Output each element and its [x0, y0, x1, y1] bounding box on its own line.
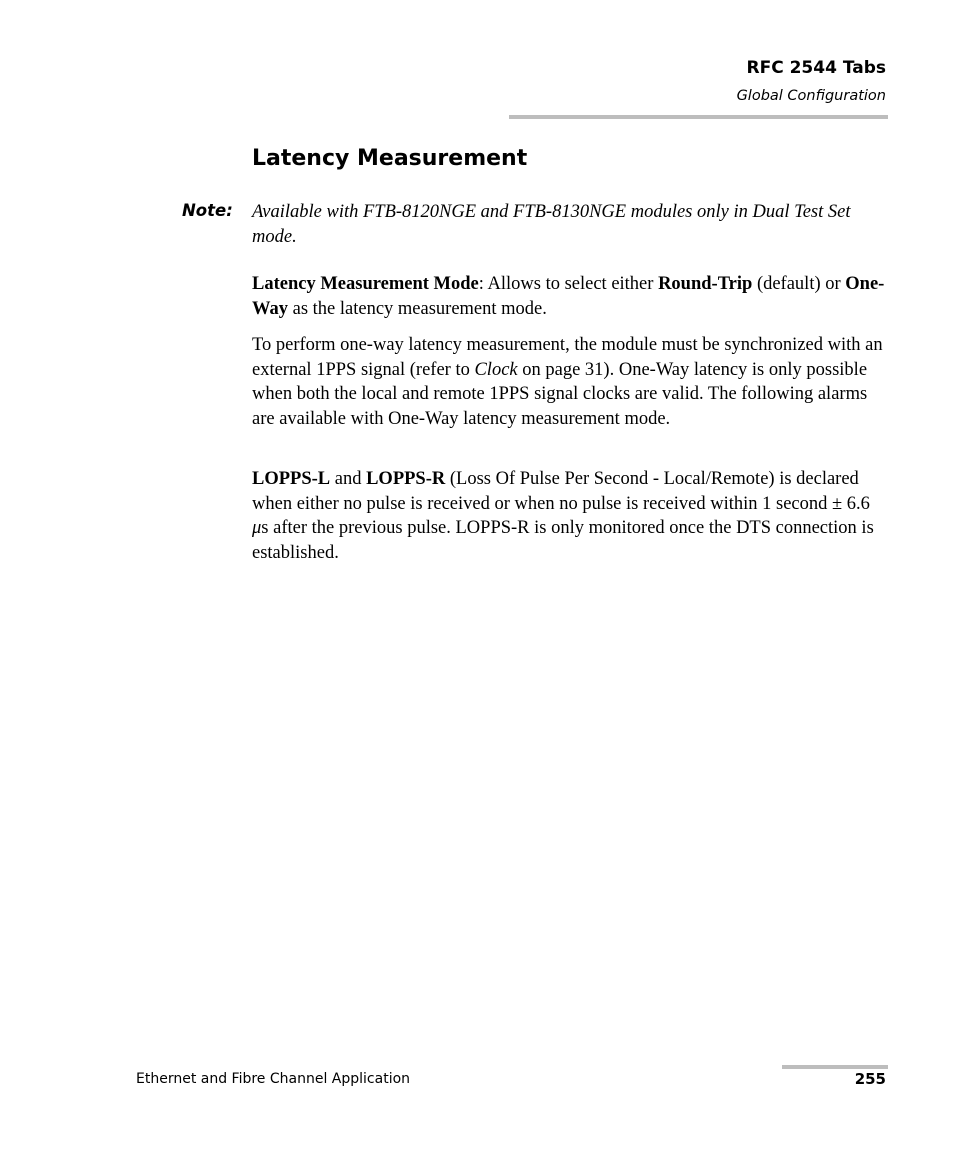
paragraph-latency-mode	[252, 272, 888, 321]
text: s after the previous pulse. LOPPS-R is only monitored once the DTS connection is established.	[252, 518, 874, 563]
page-number: 255	[854, 1070, 886, 1088]
cross-reference-clock[interactable]: Clock	[474, 359, 518, 380]
option-round-trip: Round-Trip	[658, 274, 753, 294]
term-lopps-l: LOPPS-L	[252, 469, 331, 489]
text: (default) or	[752, 274, 846, 294]
option-one-way: One-Way	[252, 274, 885, 319]
note-label: Note:	[182, 201, 233, 220]
term-latency-measurement-mode: Latency Measurement Mode	[252, 274, 479, 294]
header-chapter-title: RFC 2544 Tabs	[746, 58, 886, 78]
micro-symbol: μ	[252, 518, 262, 538]
note-text: Available with FTB-8120NGE and FTB-8130NGE modules only in Dual Test Set mode.	[252, 202, 851, 247]
footer-rule	[782, 1065, 888, 1069]
text: on page 31). One-Way latency is only possible when both the local and remote 1PPS signal clocks are valid. The following alarms are available with One-Way latency measurement mode.	[252, 359, 868, 429]
header-rule	[509, 115, 888, 119]
text: : Allows to select either	[478, 274, 659, 294]
footer-document-title: Ethernet and Fibre Channel Application	[136, 1071, 411, 1087]
paragraph-one-way-latency	[252, 333, 888, 431]
term-lopps-r: LOPPS-R	[366, 469, 446, 489]
text: and	[330, 469, 367, 489]
text: To perform one-way latency measurement, the module must be synchronized with an external 1PPS signal (refer to	[252, 335, 883, 380]
header-section-title: Global Configuration	[736, 88, 886, 104]
text: as the latency measurement mode.	[287, 298, 547, 319]
text: (Loss Of Pulse Per Second - Local/Remote) is declared when either no pulse is received or when no pulse is received within 1 second ± 6.6	[252, 469, 870, 514]
section-title: Latency Measurement	[252, 146, 528, 171]
paragraph-lopps	[252, 467, 888, 565]
